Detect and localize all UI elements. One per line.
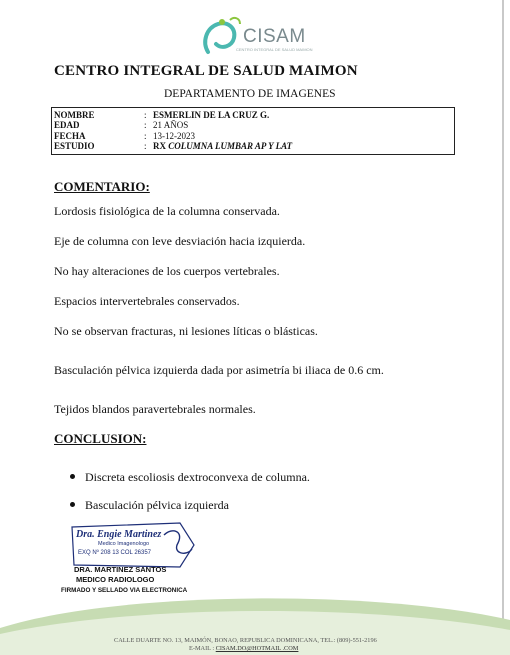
- stamp-exequatur: EXQ Nº 208 13 COL 26357: [78, 550, 152, 556]
- logo-subtext: CENTRO INTEGRAL DE SALUD MAIMON: [236, 47, 313, 52]
- bullet-icon: [70, 474, 75, 479]
- info-colon: :: [144, 110, 147, 120]
- info-key: NOMBRE: [54, 110, 95, 120]
- patient-row-name: [54, 110, 454, 120]
- patient-row-age: [54, 120, 454, 130]
- comment-line: Eje de columna con leve desviación hacia izquierda.: [54, 234, 306, 248]
- info-value: 13-12-2023: [153, 130, 195, 141]
- footer-email-line: [189, 645, 298, 652]
- comment-line: Espacios intervertebrales conservados.: [54, 294, 240, 308]
- conclusion-list: [70, 470, 310, 526]
- patient-info-box: [51, 107, 455, 155]
- signer-name: DRA. MARTINEZ SANTOS: [74, 565, 167, 574]
- footer-address: CALLE DUARTE NO. 13, MAIMÓN, BONAO, REPUBLICA DOMINICANA, TEL.: (809)-551-2196: [114, 637, 377, 644]
- email-link[interactable]: CISAM.DO@HOTMAIL .COM: [215, 645, 299, 652]
- logo-text: CISAM: [243, 26, 306, 47]
- info-key: EDAD: [54, 120, 80, 131]
- info-colon: :: [144, 120, 147, 131]
- info-colon: :: [144, 130, 147, 141]
- comment-line: Lordosis fisiológica de la columna conservada.: [54, 204, 280, 218]
- info-key: ESTUDIO: [54, 141, 95, 152]
- comment-line: No se observan fracturas, ni lesiones líticas o blásticas.: [54, 324, 318, 338]
- stamp-name: Dra. Engie Martinez: [76, 529, 162, 540]
- center-title: CENTRO INTEGRAL DE SALUD MAIMON: [54, 63, 358, 79]
- bullet-icon: [70, 502, 75, 507]
- study-prefix: RX: [153, 141, 169, 152]
- signer-role: MEDICO RADIOLOGO: [76, 575, 155, 584]
- stamp-role: Medico Imagenologo: [98, 541, 150, 547]
- patient-row-study: [54, 141, 454, 151]
- study-name: COLUMNA LUMBAR AP Y LAT: [168, 141, 293, 152]
- info-value: 21 AÑOS: [153, 120, 189, 131]
- conclusion-item: Basculación pélvica izquierda: [85, 498, 229, 512]
- cisam-logo: [200, 14, 318, 58]
- patient-row-date: [54, 131, 454, 141]
- list-item: [70, 470, 310, 498]
- department-title: DEPARTAMENTO DE IMAGENES: [164, 88, 336, 100]
- comment-line: Tejidos blandos paravertebrales normales.: [54, 402, 256, 416]
- info-value: ESMERLIN DE LA CRUZ G.: [153, 110, 270, 120]
- conclusion-title: CONCLUSION:: [54, 431, 147, 446]
- email-label: E-MAIL :: [189, 645, 216, 652]
- info-value: [153, 141, 292, 151]
- comment-line: Basculación pélvica izquierda dada por asimetría bi iliaca de 0.6 cm.: [54, 363, 384, 377]
- comment-line: No hay alteraciones de los cuerpos vertebrales.: [54, 264, 280, 278]
- signature-note: FIRMADO Y SELLADO VIA ELECTRONICA: [61, 587, 188, 594]
- conclusion-item: Discreta escoliosis dextroconvexa de columna.: [85, 470, 310, 484]
- doctor-stamp: [68, 521, 196, 569]
- info-key: FECHA: [54, 130, 86, 141]
- comment-title: COMENTARIO:: [54, 179, 150, 194]
- info-colon: :: [144, 141, 147, 152]
